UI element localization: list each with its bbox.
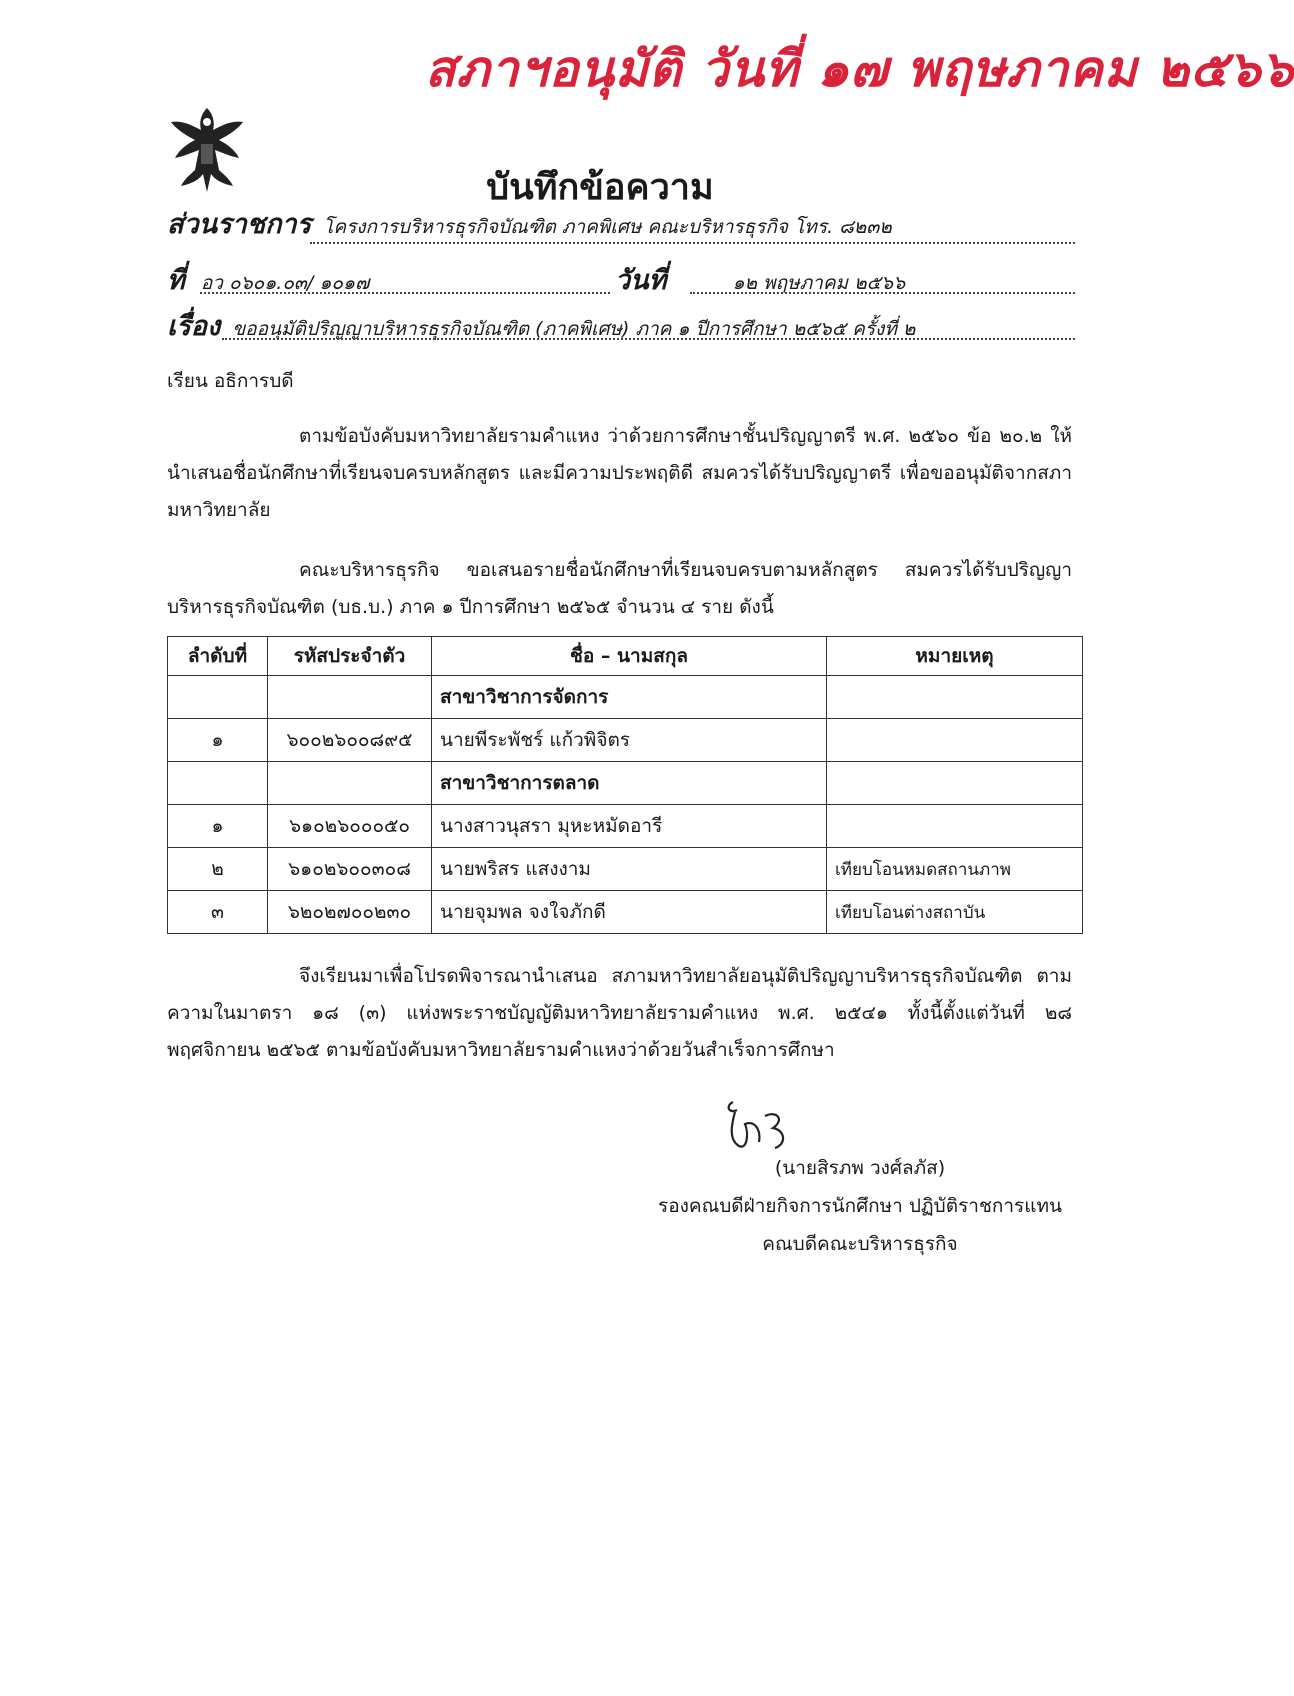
paragraph-2: คณะบริหารธุรกิจ ขอเสนอรายชื่อนักศึกษาที่เรียนจบครบตามหลักสูตร สมควรได้รับปริญญาบริหารธุรกิจบัณฑิต (บธ.บ.) ภาค ๑ ปีการศึกษา ๒๕๖๕ จำนวน ๔ ราย ดังนี้ xyxy=(167,559,1072,618)
cell-remark xyxy=(827,805,1083,848)
approval-stamp: สภาฯอนุมัติ วันที่ ๑๗ พฤษภาคม ๒๕๖๖ xyxy=(425,40,1294,98)
signer-position-1: รองคณบดีฝ่ายกิจการนักศึกษา ปฏิบัติราชการแทน xyxy=(658,1195,1062,1217)
cell-student-id xyxy=(268,676,432,719)
cell-remark xyxy=(827,719,1083,762)
date-row xyxy=(615,258,905,301)
table-row xyxy=(168,891,1083,934)
subject-value: ขออนุมัติปริญญาบริหารธุรกิจบัณฑิต (ภาคพิเศษ) ภาค ๑ ปีการศึกษา ๒๕๖๕ ครั้งที่ ๒ xyxy=(232,318,916,340)
cell-order: ๑ xyxy=(168,805,268,848)
agency-row xyxy=(167,202,892,245)
cell-name: นายพีระพัชร์ แก้วพิจิตร xyxy=(432,719,827,762)
paragraph-3: จึงเรียนมาเพื่อโปรดพิจารณานำเสนอ สภามหาวิทยาลัยอนุมัติปริญญาบริหารธุรกิจบัณฑิต ตามความในมาตรา ๑๘ (๓) แห่งพระราชบัญญัติมหาวิทยาลัยรามคำแหง พ.ศ. ๒๕๔๑ ทั้งนี้ตั้งแต่วันที่ ๒๘ พฤศจิกายน ๒๕๖๕ ตามข้อบังคับมหาวิทยาลัยรามคำแหงว่าด้วยวันสำเร็จการศึกษา xyxy=(167,965,1072,1061)
cell-remark xyxy=(827,762,1083,805)
header-order: ลำดับที่ xyxy=(168,637,268,676)
cell-remark xyxy=(827,676,1083,719)
header-remark: หมายเหตุ xyxy=(827,637,1083,676)
cell-order: ๒ xyxy=(168,848,268,891)
cell-remark: เทียบโอนต่างสถาบัน xyxy=(827,891,1083,934)
table-row-section xyxy=(168,762,1083,805)
table-header-row xyxy=(168,637,1083,676)
table-row xyxy=(168,805,1083,848)
ref-value: อว ๐๖๐๑.๐๓/ ๑๐๑๗ xyxy=(200,272,370,294)
agency-label: ส่วนราชการ xyxy=(167,209,312,240)
cell-name: นายจุมพล จงใจภักดี xyxy=(432,891,827,934)
cell-student-id: ๖๑๐๒๖๐๐๐๕๐ xyxy=(268,805,432,848)
agency-dotted-line xyxy=(310,242,1075,244)
date-dotted-line xyxy=(690,292,1075,294)
subject-row xyxy=(167,304,915,347)
cell-order xyxy=(168,762,268,805)
ref-label: ที่ xyxy=(167,265,185,296)
cell-name: นางสาวนุสรา มุหะหมัดอารี xyxy=(432,805,827,848)
cell-student-id xyxy=(268,762,432,805)
header-name: ชื่อ – นามสกุล xyxy=(432,637,827,676)
signer-position-2: คณบดีคณะบริหารธุรกิจ xyxy=(762,1233,958,1255)
ref-dotted-line xyxy=(200,292,610,294)
paragraph-1: ตามข้อบังคับมหาวิทยาลัยรามคำแหง ว่าด้วยการศึกษาชั้นปริญญาตรี พ.ศ. ๒๕๖๐ ข้อ ๒๐.๒ ให้นำเสนอชื่อนักศึกษาที่เรียนจบครบหลักสูตร และมีความประพฤติดี สมควรได้รับปริญญาตรี เพื่อขออนุมัติจากสภามหาวิทยาลัย xyxy=(167,425,1072,521)
table-row xyxy=(168,848,1083,891)
cell-student-id: ๖๐๐๒๖๐๐๘๙๕ xyxy=(268,719,432,762)
cell-student-id: ๖๑๐๒๖๐๐๓๐๘ xyxy=(268,848,432,891)
cell-section-title: สาขาวิชาการจัดการ xyxy=(432,676,827,719)
document-title: บันทึกข้อความ xyxy=(486,167,714,208)
table-row-section xyxy=(168,676,1083,719)
signer-name: (นายสิรภพ วงศ์ลภัส) xyxy=(774,1157,946,1179)
date-label: วันที่ xyxy=(615,265,667,296)
ref-row xyxy=(167,258,369,301)
subject-label: เรื่อง xyxy=(167,311,221,342)
cell-name: นายพริสร แสงงาม xyxy=(432,848,827,891)
cell-order: ๑ xyxy=(168,719,268,762)
header-student-id: รหัสประจำตัว xyxy=(268,637,432,676)
cell-remark: เทียบโอนหมดสถานภาพ xyxy=(827,848,1083,891)
cell-student-id: ๖๒๐๒๗๐๐๒๓๐ xyxy=(268,891,432,934)
date-value: ๑๒ พฤษภาคม ๒๕๖๖ xyxy=(732,272,906,294)
subject-dotted-line xyxy=(222,338,1075,340)
cell-order xyxy=(168,676,268,719)
cell-section-title: สาขาวิชาการตลาด xyxy=(432,762,827,805)
cell-order: ๓ xyxy=(168,891,268,934)
agency-value: โครงการบริหารธุรกิจบัณฑิต ภาคพิเศษ คณะบริหารธุรกิจ โทร. ๘๒๓๒ xyxy=(323,216,892,238)
salutation: เรียน อธิการบดี xyxy=(167,370,294,392)
table-row xyxy=(168,719,1083,762)
graduate-table xyxy=(167,636,1083,934)
